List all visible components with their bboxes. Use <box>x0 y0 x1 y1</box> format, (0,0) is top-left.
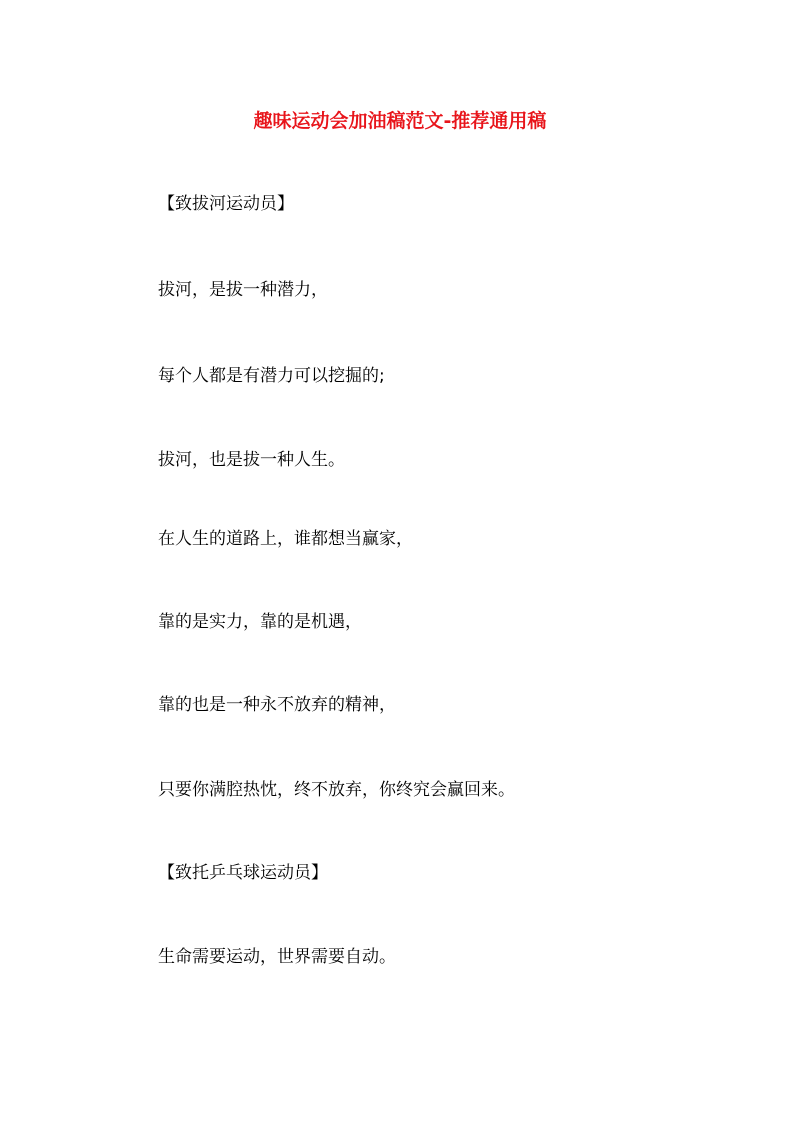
paragraph-line: 只要你满腔热忱，终不放弃，你终究会赢回来。 <box>158 780 515 800</box>
section-heading-table-tennis: 【致托乒乓球运动员】 <box>158 863 328 883</box>
paragraph-line: 拔河，是拔一种潜力， <box>158 280 328 300</box>
paragraph-line: 在人生的道路上，谁都想当赢家， <box>158 529 413 549</box>
paragraph-line: 生命需要运动，世界需要自动。 <box>158 947 396 967</box>
document-title: 趣味运动会加油稿范文-推荐通用稿 <box>253 110 547 132</box>
paragraph-line: 每个人都是有潜力可以挖掘的; <box>158 366 385 386</box>
section-heading-tug-of-war: 【致拔河运动员】 <box>158 194 294 214</box>
paragraph-line: 拔河，也是拔一种人生。 <box>158 450 345 470</box>
paragraph-line: 靠的是实力，靠的是机遇， <box>158 612 362 632</box>
paragraph-line: 靠的也是一种永不放弃的精神， <box>158 695 396 715</box>
